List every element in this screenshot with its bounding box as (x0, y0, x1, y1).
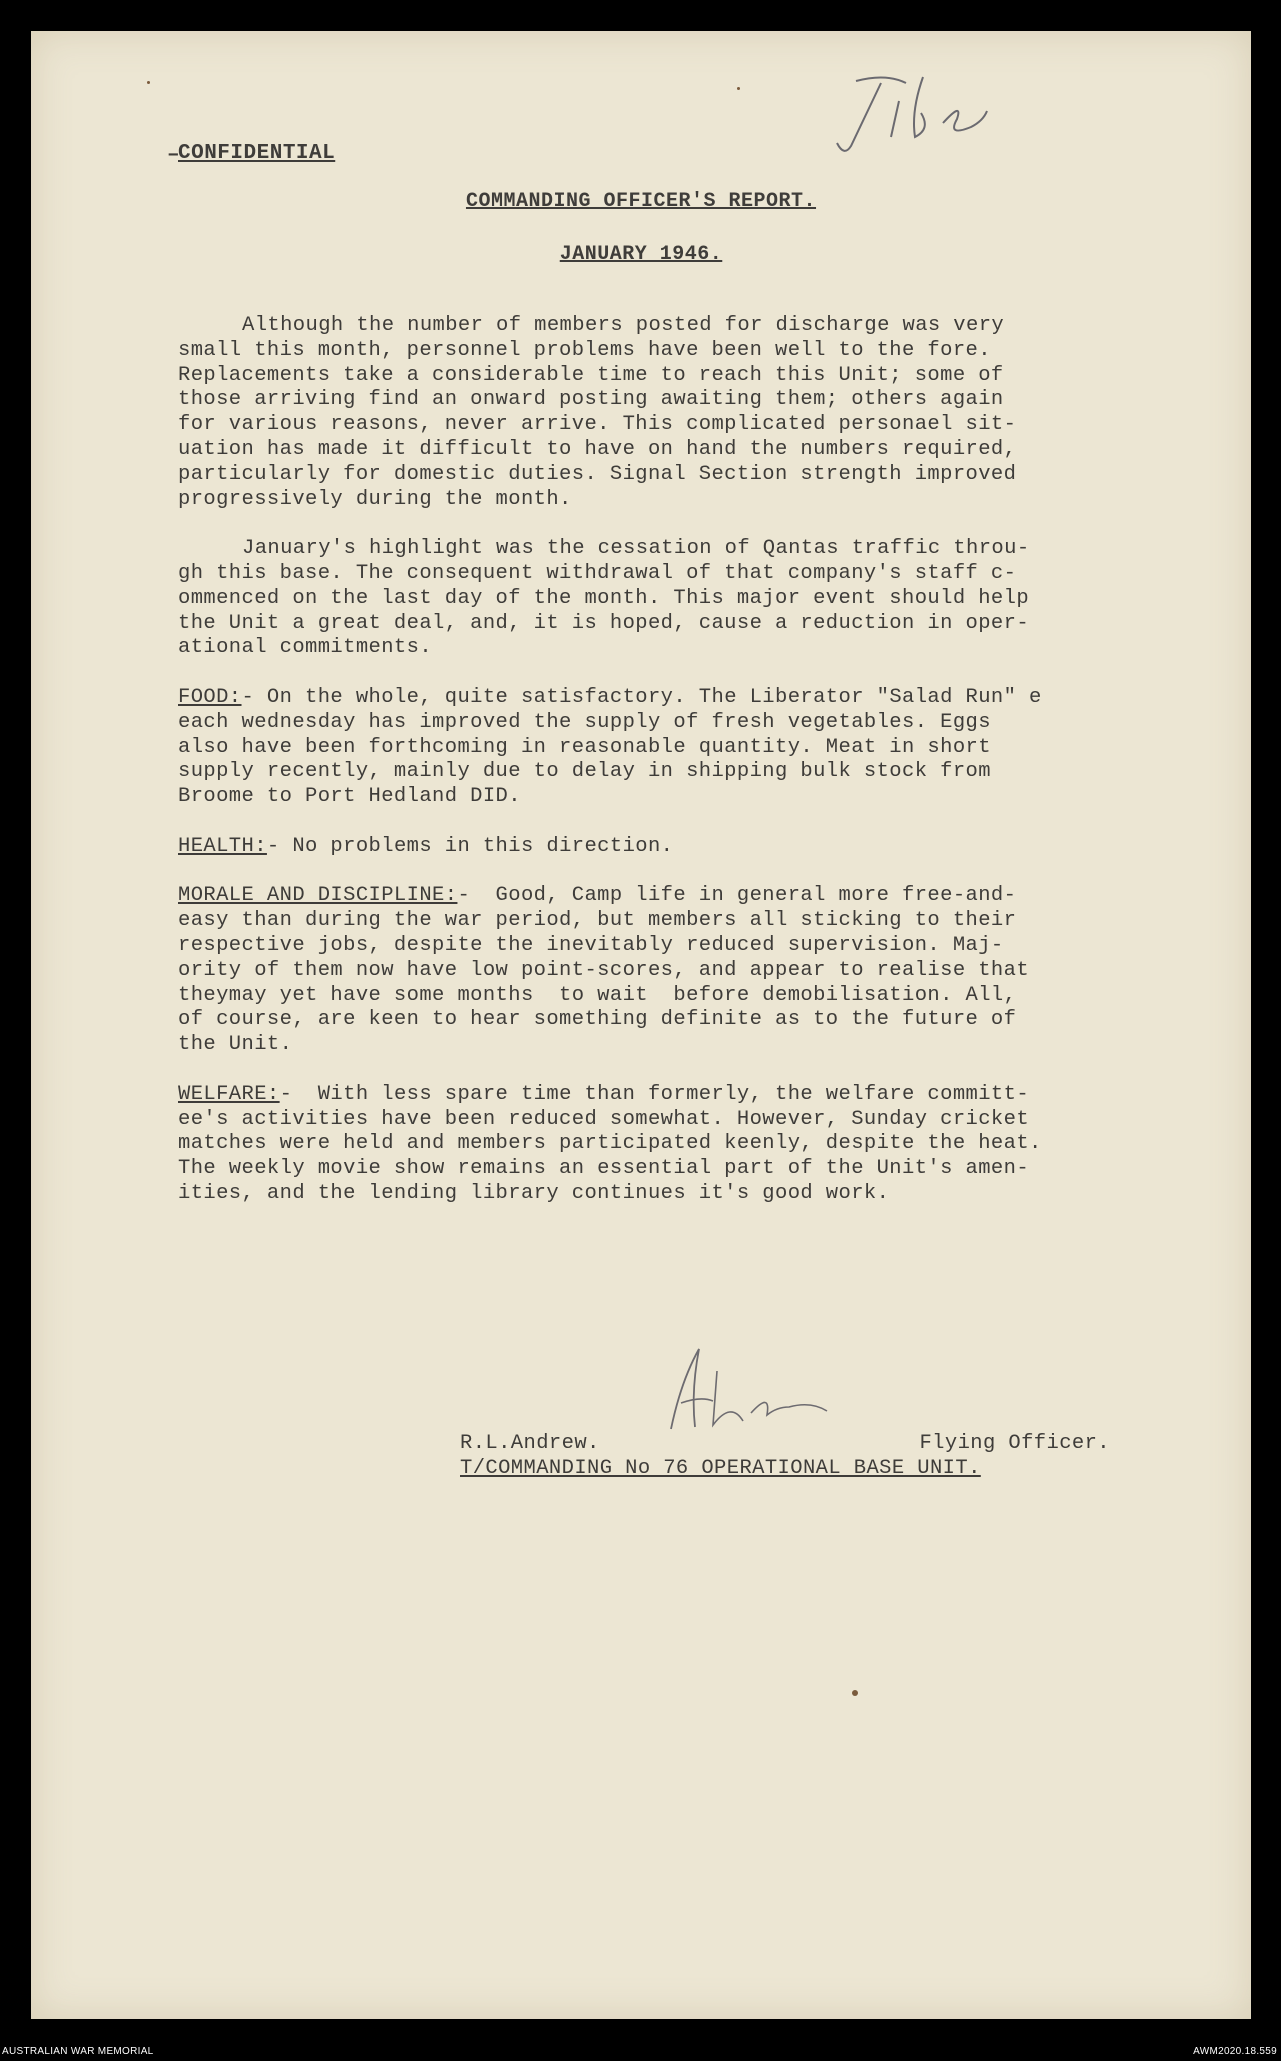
signatory-rank: Flying Officer. (919, 1432, 1110, 1455)
paragraph-text: - No problems in this direction. (266, 834, 674, 858)
report-body (178, 314, 1218, 1231)
archive-credit: AUSTRALIAN WAR MEMORIAL (2, 2046, 154, 2057)
classification-label: CONFIDENTIAL (178, 142, 336, 165)
section-heading-morale: MORALE AND DISCIPLINE: (178, 884, 458, 908)
handwritten-signature (621, 1341, 861, 1441)
paragraph-text: - On the whole, quite satisfactory. The Liberator "Salad Run" e each wednesday has improved the supply of fresh vegetables. Eggs also have been forthcoming in reasonable quantity. Meat in short supply recently, mainly due to delay in shipping bulk stock from Broome to Port Hedland DID. (178, 685, 1042, 809)
paper-blemish (147, 81, 150, 84)
paragraph-qantas (178, 537, 1218, 661)
paragraph-welfare (178, 1083, 1218, 1207)
paper-blemish (852, 1690, 858, 1696)
paragraph-health (178, 835, 1218, 860)
signatory-name: R.L.Andrew. (460, 1432, 600, 1455)
section-heading-health: HEALTH: (178, 834, 267, 858)
paragraph-text: Although the number of members posted for discharge was very small this month, personnel problems have been well to the fore. Replacements take a considerable time to reach this Unit; some of those arriving find an onward posting awaiting them; others again for various reasons, never arrive. This complicated personael sit- uation has made it difficult to have on hand the numbers required, particularly for domestic duties. Signal Section strength improved progressively during the month. (178, 314, 1017, 511)
report-date: JANUARY 1946. (559, 243, 723, 266)
handwritten-file-annotation (811, 71, 1001, 161)
section-heading-welfare: WELFARE: (178, 1082, 280, 1106)
paragraph-morale (178, 884, 1218, 1058)
paragraph-food (178, 686, 1218, 810)
report-title: COMMANDING OFFICER'S REPORT. (465, 190, 817, 213)
paragraph-text: - Good, Camp life in general more free-and- easy than during the war period, but members all sticking to their respective jobs, despite the inevitably reduced supervision. Maj- ority of them now have low point-scores, and appear to realise that theymay yet have some months to wait before demobilisation. All, of course, are keen to hear something definite as to the future of the Unit. (178, 884, 1030, 1057)
document-page (31, 31, 1251, 2019)
signature-block (460, 1432, 1110, 1482)
paragraph-text: January's highlight was the cessation of Qantas traffic throu- gh this base. The consequent withdrawal of that company's staff c- ommenced on the last day of the month. This major event should help the Unit a great deal, and, it is hoped, cause a reduction in oper- ational commitments. (178, 537, 1030, 660)
dash-mark: – (167, 144, 180, 167)
archive-accession-number: AWM2020.18.559 (1193, 2046, 1277, 2057)
paper-blemish (737, 87, 740, 90)
section-heading-food: FOOD: (178, 685, 242, 709)
signatory-unit: T/COMMANDING No 76 OPERATIONAL BASE UNIT. (460, 1456, 981, 1480)
paragraph-personnel (178, 314, 1218, 512)
paragraph-text: - With less spare time than formerly, the welfare committ- ee's activities have been reduced somewhat. However, Sunday cricket matches were held and members participated keenly, despite the heat. The weekly movie show remains an essential part of the Unit's amen- ities, and the lending library continues it's good work. (178, 1082, 1042, 1205)
